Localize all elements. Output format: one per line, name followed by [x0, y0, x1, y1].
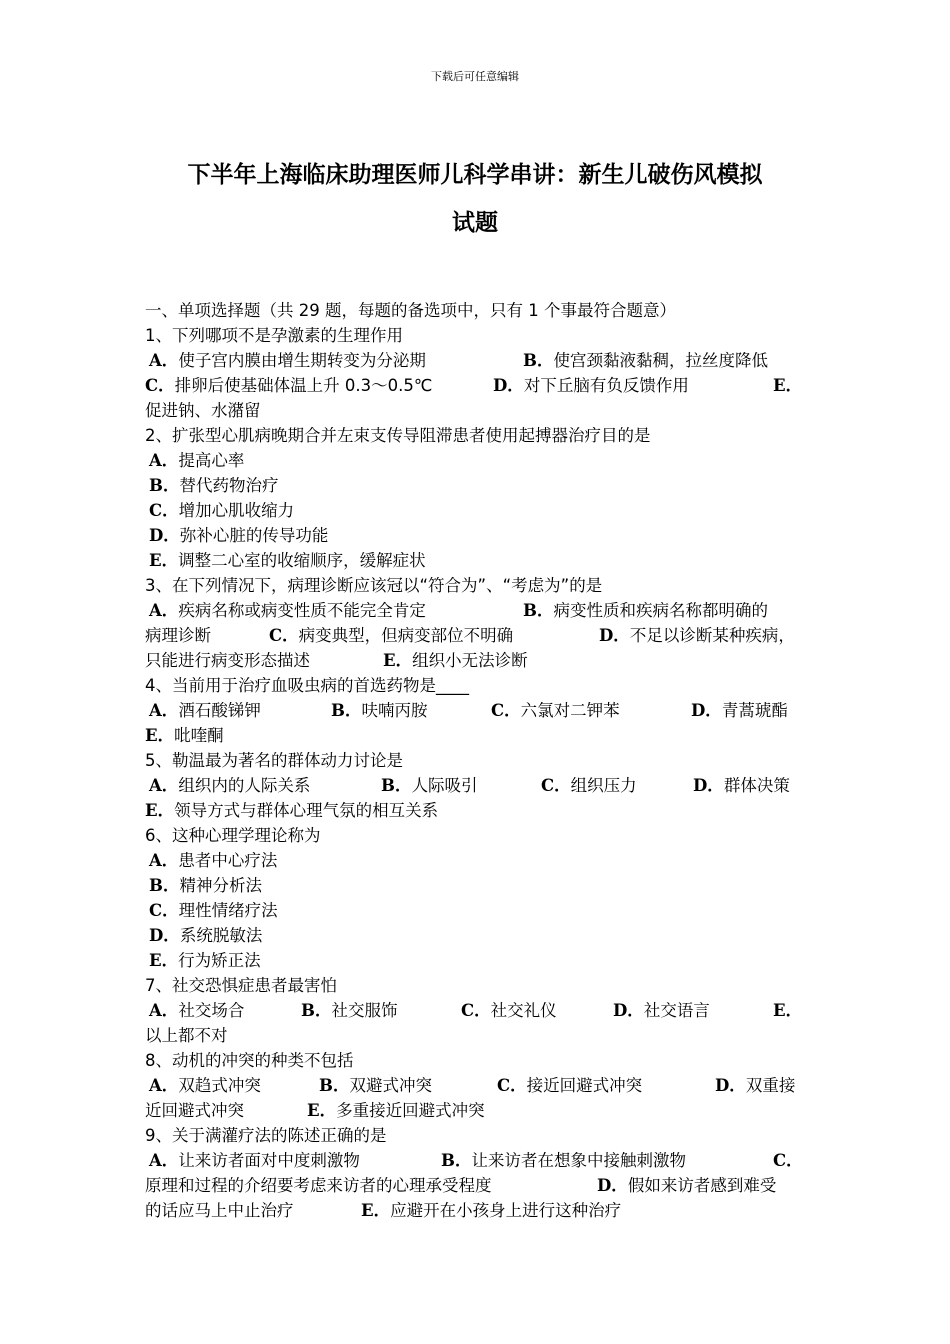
- question-stem: 8、动机的冲突的种类不包括: [145, 1051, 354, 1070]
- option-line: [145, 1098, 815, 1123]
- option-d: D．社交语言: [613, 1001, 710, 1020]
- option-b: B．使宫颈黏液黏稠，拉丝度降低: [523, 351, 768, 370]
- option-line: [145, 623, 815, 648]
- option-b: B．精神分析法: [149, 876, 262, 895]
- question-list: [145, 298, 815, 1223]
- option-a: A．组织内的人际关系: [149, 776, 311, 795]
- option-c-text: 原理和过程的介绍要考虑来访者的心理承受程度: [145, 1176, 492, 1195]
- option-line: [145, 998, 815, 1023]
- option-e: E．组织小无法诊断: [383, 651, 528, 670]
- option-a: A．酒石酸锑钾: [149, 701, 261, 720]
- option-a: A．双趋式冲突: [149, 1076, 261, 1095]
- option-e: E．行为矫正法: [149, 951, 261, 970]
- option-e: E．应避开在小孩身上进行这种治疗: [361, 1201, 622, 1220]
- option-line: [145, 1198, 815, 1223]
- option-line: [145, 1073, 815, 1098]
- option-b: B．呋喃丙胺: [331, 701, 428, 720]
- question-stem: 3、在下列情况下，病理诊断应该冠以“符合为”、“考虑为”的是: [145, 576, 603, 595]
- header-note: 下载后可任意编辑: [431, 70, 519, 83]
- question-stem: 7、社交恐惧症患者最害怕: [145, 976, 337, 995]
- option-line: [145, 1148, 815, 1173]
- option-b: B．替代药物治疗: [149, 476, 279, 495]
- question-stem: 1、下列哪项不是孕激素的生理作用: [145, 326, 403, 345]
- option-d-continued: 只能进行病变形态描述: [145, 651, 310, 670]
- option-c: C．六氯对二钾苯: [491, 701, 620, 720]
- option-a: A．患者中心疗法: [149, 851, 278, 870]
- option-c: C．: [773, 1151, 803, 1170]
- option-c: C．理性情绪疗法: [149, 901, 278, 920]
- document-title: 下半年上海临床助理医师儿科学串讲：新生儿破伤风模拟: [187, 162, 763, 188]
- option-b: B．人际吸引: [381, 776, 478, 795]
- option-c: C．增加心肌收缩力: [149, 501, 295, 520]
- option-b: B．病变性质和疾病名称都明确的: [523, 601, 768, 620]
- option-a: A．使子宫内膜由增生期转变为分泌期: [149, 351, 426, 370]
- option-e-text: 促进钠、水潴留: [145, 401, 261, 420]
- option-d: D．青蒿琥酯: [691, 701, 788, 720]
- option-b-continued: 病理诊断: [145, 626, 211, 645]
- option-a: A．疾病名称或病变性质不能完全肯定: [149, 601, 426, 620]
- option-c: C．社交礼仪: [461, 1001, 557, 1020]
- option-e: E．调整二心室的收缩顺序，缓解症状: [149, 551, 426, 570]
- option-e: E．吡喹酮: [145, 726, 224, 745]
- question-stem: 4、当前用于治疗血吸虫病的首选药物是____: [145, 676, 469, 695]
- option-e: E．领导方式与群体心理气氛的相互关系: [145, 801, 439, 820]
- option-a: A．社交场合: [149, 1001, 245, 1020]
- option-d: D．群体决策: [693, 776, 790, 795]
- option-d: D．双重接: [715, 1076, 796, 1095]
- option-e: E．多重接近回避式冲突: [307, 1101, 485, 1120]
- document-title-continued: 试题: [452, 210, 498, 236]
- option-d-continued: 的话应马上中止治疗: [145, 1201, 294, 1220]
- option-e: E．: [773, 1001, 803, 1020]
- option-c: C．排卵后使基础体温上升 0.3～0.5℃: [145, 376, 433, 395]
- option-line: [145, 598, 815, 623]
- question-stem: 5、勒温最为著名的群体动力讨论是: [145, 751, 403, 770]
- option-c: C．组织压力: [541, 776, 637, 795]
- option-line: [145, 373, 815, 398]
- question-stem: 6、这种心理学理论称为: [145, 826, 321, 845]
- option-d: D．假如来访者感到难受: [597, 1176, 777, 1195]
- option-d: D．弥补心脏的传导功能: [149, 526, 329, 545]
- option-line: [145, 648, 815, 673]
- option-c: C．接近回避式冲突: [497, 1076, 643, 1095]
- option-d-continued: 近回避式冲突: [145, 1101, 244, 1120]
- option-e-text: 以上都不对: [145, 1026, 228, 1045]
- question-stem: 9、关于满灌疗法的陈述正确的是: [145, 1126, 387, 1145]
- option-b: B．双避式冲突: [319, 1076, 432, 1095]
- option-line: [145, 698, 815, 723]
- option-e: E．: [773, 376, 803, 395]
- option-line: [145, 348, 815, 373]
- option-d: D．不足以诊断某种疾病，: [599, 626, 795, 645]
- option-d: D．系统脱敏法: [149, 926, 263, 945]
- option-line: [145, 773, 815, 798]
- question-stem: 2、扩张型心肌病晚期合并左束支传导阻滞患者使用起搏器治疗目的是: [145, 426, 651, 445]
- option-c: C．病变典型，但病变部位不明确: [269, 626, 514, 645]
- option-d: D．对下丘脑有负反馈作用: [493, 376, 689, 395]
- option-a: A．提高心率: [149, 451, 245, 470]
- option-b: B．让来访者在想象中接触刺激物: [441, 1151, 686, 1170]
- option-b: B．社交服饰: [301, 1001, 398, 1020]
- option-line: [145, 1173, 815, 1198]
- option-a: A．让来访者面对中度刺激物: [149, 1151, 360, 1170]
- section-heading: 一、单项选择题（共 29 题，每题的备选项中，只有 1 个事最符合题意）: [145, 301, 676, 320]
